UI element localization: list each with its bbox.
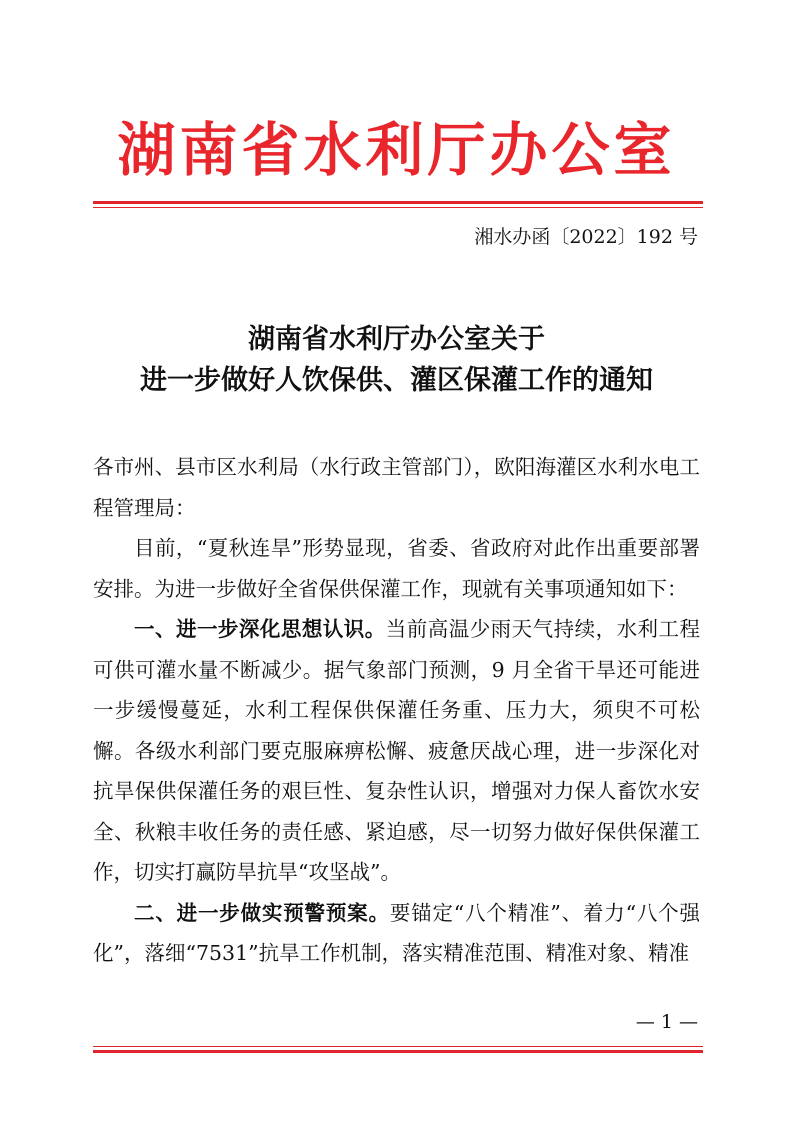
masthead-red-rule xyxy=(93,201,703,208)
masthead-org-name: 湖南省水利厅办公室 xyxy=(117,116,676,184)
document-body xyxy=(93,447,700,974)
salutation: 各市州、县市区水利局（水行政主管部门），欧阳海灌区水利水电工程管理局： xyxy=(93,455,700,520)
document-number: 湘水办函〔2022〕192 号 xyxy=(474,226,698,248)
section-2-heading: 二、进一步做实预警预案。 xyxy=(134,900,390,925)
page-number: — 1 — xyxy=(635,1011,698,1033)
section-1-text: 当前高温少雨天气持续，水利工程可供可灌水量不断减少。据气象部门预测，9 月全省干旱还可能进一步缓慢蔓延，水利工程保供保灌任务重、压力大，须臾不可松懈。各级水利部门要克服麻痹松懈、疲惫厌战心理，进一步深化对抗旱保供保灌任务的艰巨性、复杂性认识，增强对力保人畜饮水安全、秋粮丰收任务的责任感、紧迫感，尽一切努力做好保供保灌工作，切实打赢防旱抗旱“攻坚战”。 xyxy=(93,617,701,884)
document-title-line-1: 湖南省水利厅办公室关于 xyxy=(248,324,545,355)
section-1-heading: 一、进一步深化思想认识。 xyxy=(134,617,386,641)
document-title-line-2: 进一步做好人饮保供、灌区保灌工作的通知 xyxy=(140,365,653,396)
section-2-paragraph xyxy=(93,893,700,974)
section-2-text: 要锚定“八个精准”、着力“八个强化”，落细“7531”抗旱工作机制，落实精准范围、精准对象、精准 xyxy=(93,900,701,965)
footer-red-rule xyxy=(93,1046,703,1053)
section-1-paragraph xyxy=(93,609,700,893)
intro-paragraph: 目前，“夏秋连旱”形势显现，省委、省政府对此作出重要部署安排。为进一步做好全省保供保灌工作，现就有关事项通知如下： xyxy=(93,536,700,601)
